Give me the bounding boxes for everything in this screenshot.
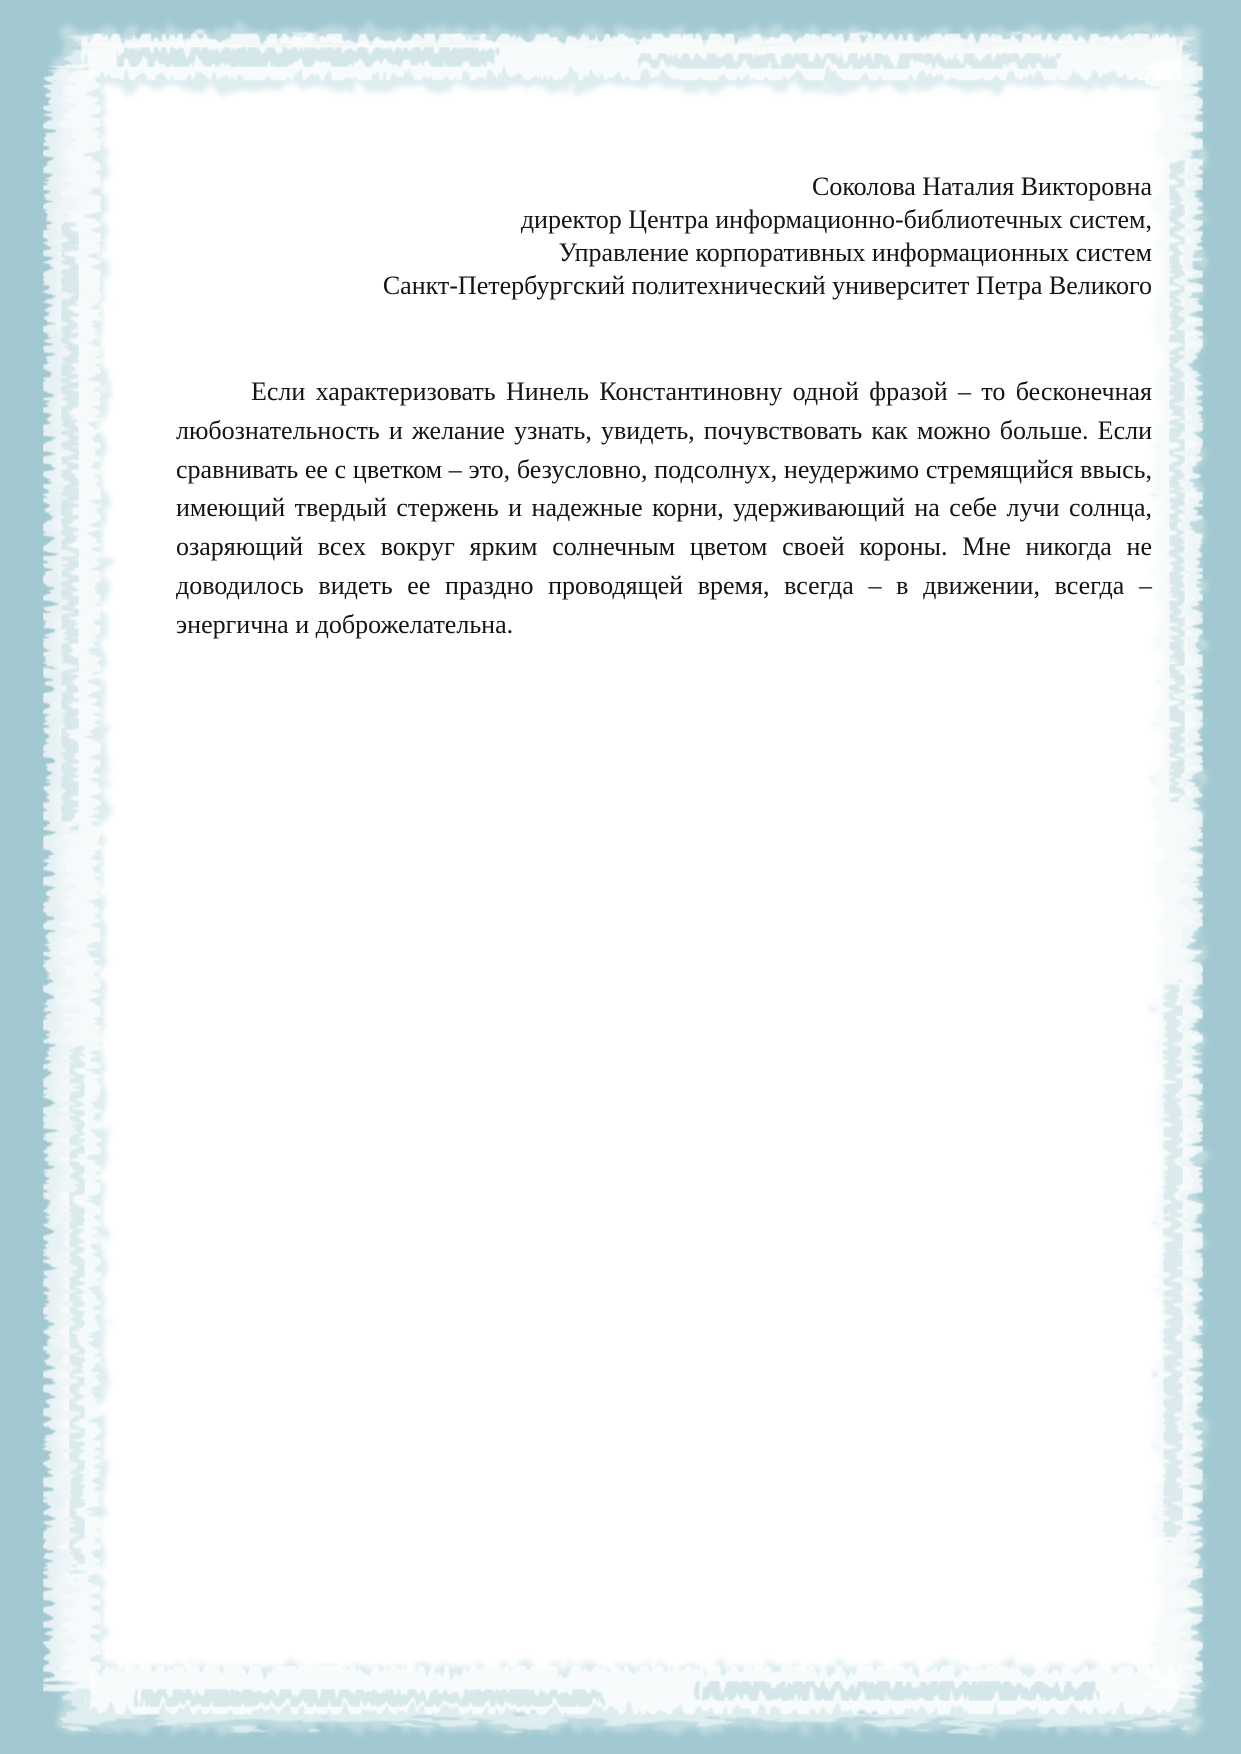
author-organization: Санкт-Петербургский политехнический университет Петра Великого — [382, 271, 1152, 300]
author-position: директор Центра информационно-библиотечных систем, — [520, 205, 1152, 234]
author-name: Соколова Наталия Викторовна — [812, 172, 1152, 201]
author-department: Управление корпоративных информационных систем — [558, 238, 1152, 267]
body-paragraph: Если характеризовать Нинель Константиновну одной фразой – то бесконечная любознательность и желание узнать, увидеть, почувствовать как можно больше. Если сравнивать ее с цветком – это, безусловно, подсолнух, неудержимо стремящийся ввысь, имеющий твердый стержень и надежные корни, удерживающий на себе лучи солнца, озаряющий всех вокруг ярким солнечным цветом своей короны. Мне никогда не доводилось видеть ее праздно проводящей время, всегда – в движении, всегда – энергична и доброжелательна. — [176, 377, 1152, 639]
author-signature-block — [176, 170, 1152, 302]
